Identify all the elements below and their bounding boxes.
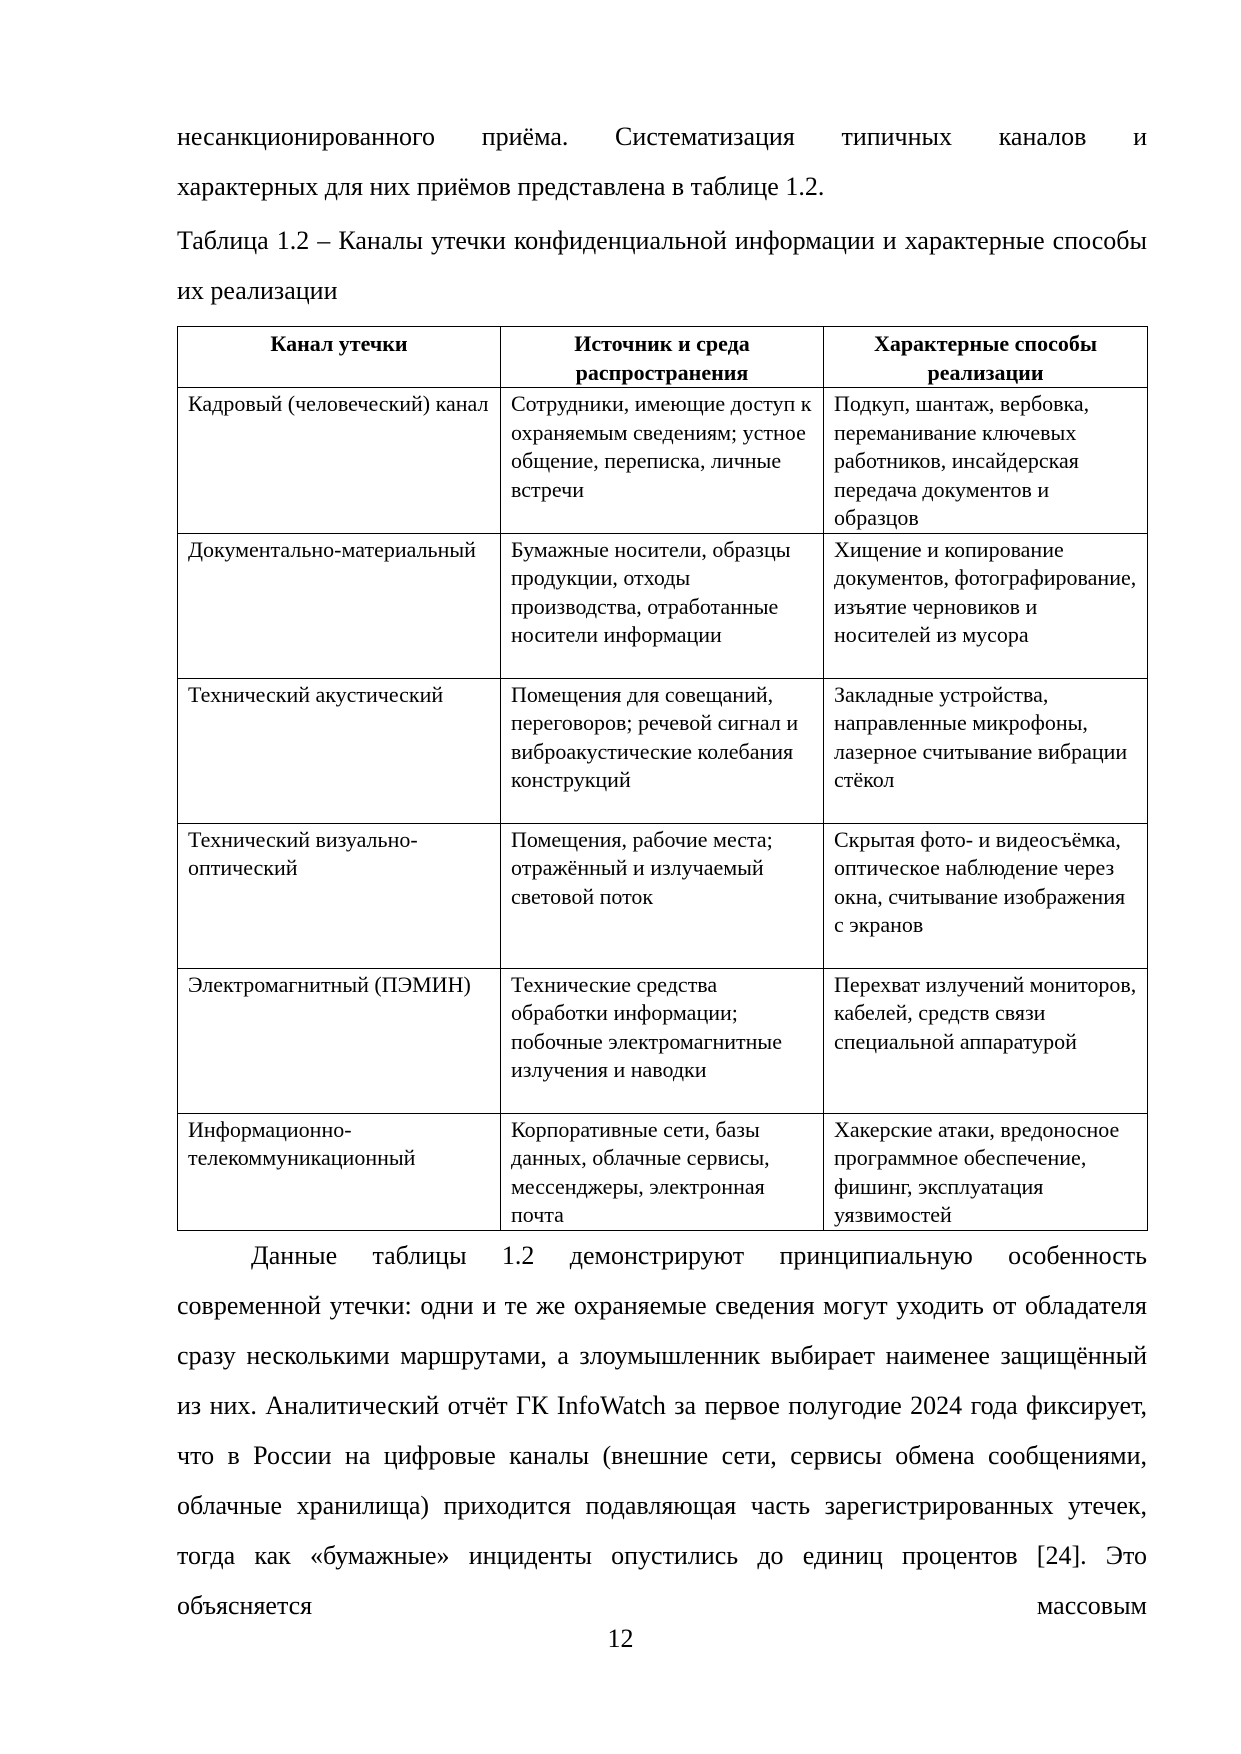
cell-methods: Перехват излучений мониторов, кабелей, средств связи специальной аппаратурой [824, 968, 1148, 1113]
header-methods: Характерные способы реализации [824, 327, 1148, 388]
cell-channel: Документально-материальный [178, 533, 501, 678]
body-paragraph: Данные таблицы 1.2 демонстрируют принципиальную особенность современной утечки: одни и те же охраняемые сведения могут уходить от обладателя сразу несколькими маршрутами, а злоумышленник выбирает наименее защищённый из них. Аналитический отчёт ГК InfoWatch за первое полугодие 2024 года фиксирует, что в России на цифровые каналы (внешние сети, сервисы обмена сообщениями, облачные хранилища) приходится подавляющая часть зарегистрированных утечек, тогда как «бумажные» инциденты опустились до единиц процентов [24]. Это объясняется массовым [177, 1240, 1147, 1620]
table-row [178, 1113, 1148, 1230]
table-caption: Таблица 1.2 – Каналы утечки конфиденциальной информации и характерные способы их реализации [177, 226, 1147, 305]
cell-methods: Скрытая фото- и видеосъёмка, оптическое наблюдение через окна, считывание изображения с экранов [824, 823, 1148, 968]
cell-channel: Технический акустический [178, 678, 501, 823]
cell-methods: Хакерские атаки, вредоносное программное обеспечение, фишинг, эксплуатация уязвимостей [824, 1113, 1148, 1230]
cell-source: Помещения для совещаний, переговоров; речевой сигнал и виброакустические колебания конструкций [501, 678, 824, 823]
document-page [177, 112, 1147, 1631]
cell-source: Бумажные носители, образцы продукции, отходы производства, отработанные носители информации [501, 533, 824, 678]
table-row [178, 823, 1148, 968]
cell-channel: Кадровый (человеческий) канал [178, 388, 501, 534]
cell-channel: Информационно-телекоммуникационный [178, 1113, 501, 1230]
intro-line-1: несанкционированного приёма. Систематизация типичных каналов и [177, 122, 1147, 151]
table-row [178, 678, 1148, 823]
leak-channels-table [177, 326, 1148, 1231]
table-row [178, 968, 1148, 1113]
cell-source: Технические средства обработки информации; побочные электромагнитные излучения и наводки [501, 968, 824, 1113]
table-header-row [178, 327, 1148, 388]
cell-methods: Хищение и копирование документов, фотографирование, изъятие черновиков и носителей из мусора [824, 533, 1148, 678]
header-source: Источник и среда распространения [501, 327, 824, 388]
table-row [178, 533, 1148, 678]
cell-methods: Подкуп, шантаж, вербовка, переманивание ключевых работников, инсайдерская передача документов и образцов [824, 388, 1148, 534]
cell-methods: Закладные устройства, направленные микрофоны, лазерное считывание вибрации стёкол [824, 678, 1148, 823]
cell-channel: Электромагнитный (ПЭМИН) [178, 968, 501, 1113]
cell-channel: Технический визуально-оптический [178, 823, 501, 968]
intro-line-2: характерных для них приёмов представлена в таблице 1.2. [177, 172, 825, 201]
cell-source: Сотрудники, имеющие доступ к охраняемым сведениям; устное общение, переписка, личные встречи [501, 388, 824, 534]
cell-source: Корпоративные сети, базы данных, облачные сервисы, мессенджеры, электронная почта [501, 1113, 824, 1230]
cell-source: Помещения, рабочие места; отражённый и излучаемый световой поток [501, 823, 824, 968]
page-number: 12 [607, 1624, 634, 1653]
table-row [178, 388, 1148, 534]
header-channel: Канал утечки [178, 327, 501, 388]
